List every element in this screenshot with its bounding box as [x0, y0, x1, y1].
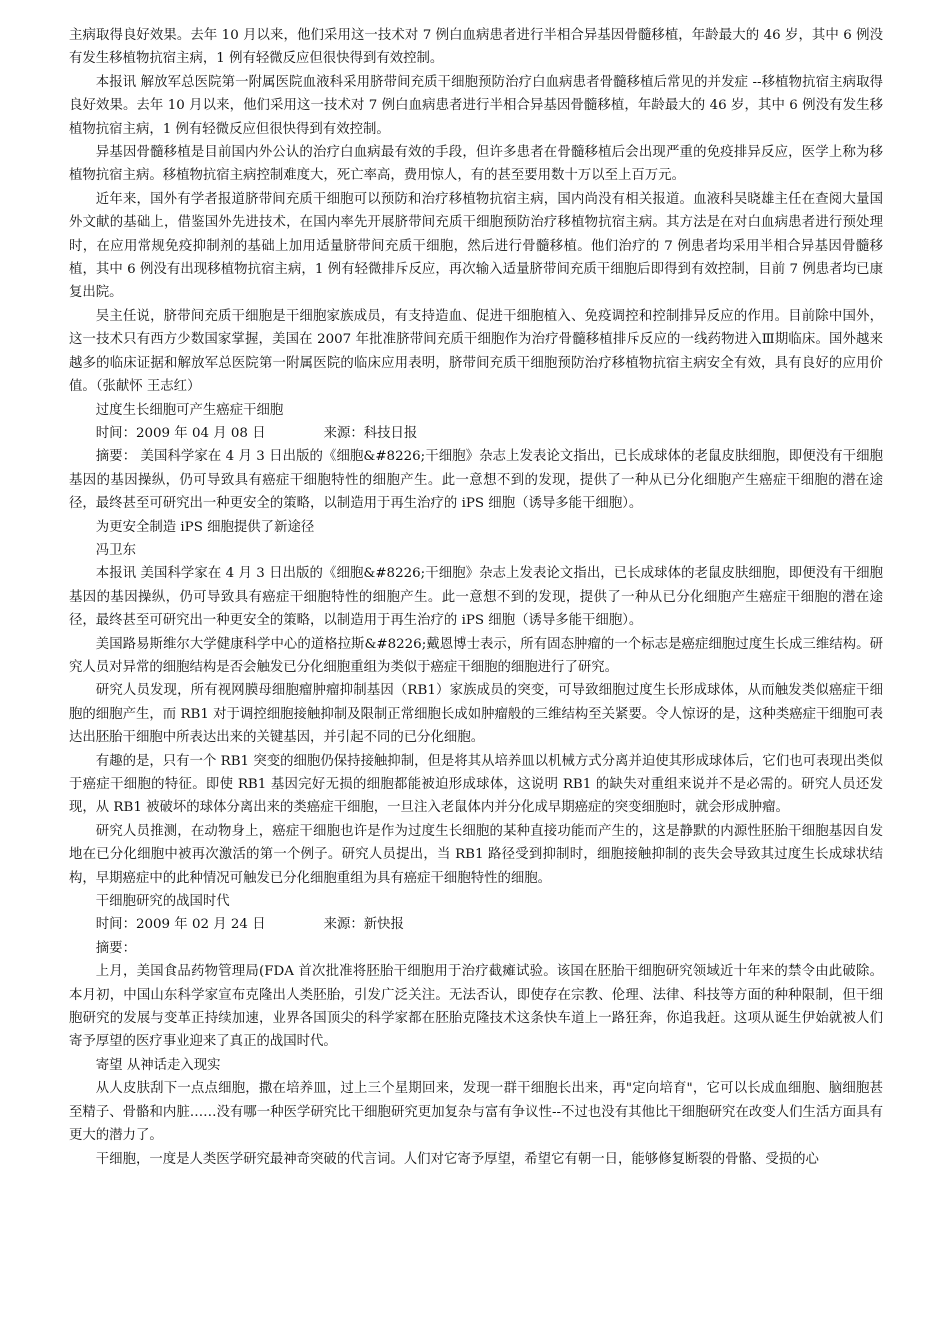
- subtitle-1: 为更安全制造 iPS 细胞提供了新途径: [95, 519, 315, 535]
- abstract-label-2: 摘要：: [95, 940, 136, 956]
- section-heading-1: 寄望 从神话走入现实: [95, 1057, 221, 1073]
- paragraph-7: 美国路易斯维尔大学健康科学中心的道格拉斯&#8226;戴恩博士表示，所有固态肿瘤的一个标志是癌症细胞过度生长成三维结构。研究人员对异常的细胞结构是否会触发已分化细胞重组为类似于癌症干细胞的细胞进行了研究。: [69, 636, 883, 675]
- paragraph-12: 从人皮肤刮下一点点细胞，撒在培养皿，过上三个星期回来，发现一群干细胞长出来，再"定向培育"，它可以长成血细胞、脑细胞甚至精子、骨骼和内脏……没有哪一种医学研究比干细胞研究更加复杂与富有争议性--不过也没有其他比干细胞研究在改变人们生活方面具有更大的潜力了。: [69, 1081, 883, 1144]
- paragraph-11: 上月，美国食品药物管理局(FDA 首次批准将胚胎干细胞用于治疗截瘫试验。该国在胚胎干细胞研究领域近十年来的禁令由此破除。本月初，中国山东科学家宣布克隆出人类胚胎，引发广泛关注。无法否认，即使存在宗教、伦理、法律、科技等方面的种种限制，但干细胞研究的发展与变革正持续加速，业界各国顶尖的科学家都在胚胎克隆技术这条快车道上一路狂奔，你追我赶。这项从诞生伊始就被人们寄予厚望的医疗事业迎来了真正的战国时代。: [69, 964, 883, 1050]
- paragraph-3: 异基因骨髓移植是目前国内外公认的治疗白血病最有效的手段，但许多患者在骨髓移植后会出现严重的免疫排异反应，医学上称为移植物抗宿主病。移植物抗宿主病控制难度大，死亡率高，费用惊人，有的甚至要用数十万以至上百万元。: [69, 145, 883, 184]
- document-body: [69, 24, 883, 1171]
- paragraph-2: 本报讯 解放军总医院第一附属医院血液科采用脐带间充质干细胞预防治疗白血病患者骨髓移植后常见的并发症 --移植物抗宿主病取得良好效果。去年 10 月以来，他们采用这一技术对 7 例白血病患者进行半相合异基因骨髓移植，年龄最大的 46 岁，其中 6 例没有发生移植物抗宿主病，1 例有轻微反应但很快得到有效控制。: [69, 74, 883, 137]
- paragraph-4: 近年来，国外有学者报道脐带间充质干细胞可以预防和治疗移植物抗宿主病，国内尚没有相关报道。血液科吴晓雄主任在查阅大量国外文献的基础上，借鉴国外先进技术，在国内率先开展脐带间充质干细胞预防治疗移植物抗宿主病。其方法是在对白血病患者进行预处理时，在应用常规免疫抑制剂的基础上加用适量脐带间充质干细胞，然后进行骨髓移植。他们治疗的 7 例患者均采用半相合异基因骨髓移植，其中 6 例没有出现移植物抗宿主病，1 例有轻微排斥反应，再次输入适量脐带间充质干细胞后即得到有效控制，目前 7 例患者均已康复出院。: [69, 191, 883, 301]
- paragraph-13: 干细胞，一度是人类医学研究最神奇突破的代言词。人们对它寄予厚望，希望它有朝一日，能够修复断裂的骨骼、受损的心: [95, 1151, 819, 1167]
- paragraph-5: 吴主任说，脐带间充质干细胞是干细胞家族成员，有支持造血、促进干细胞植入、免疫调控和控制排异反应的作用。目前除中国外，这一技术只有西方少数国家掌握，美国在 2007 年批准脐带间充质干细胞作为治疗骨髓移植排斥反应的一线药物进入Ⅲ期临床。国外越来越多的临床证据和解放军总医院第一附属医院的临床应用表明，脐带间充质干细胞预防治疗移植物抗宿主病安全有效，具有良好的应用价值。（张献怀 王志红）: [69, 308, 883, 395]
- paragraph-10: 研究人员推测，在动物身上，癌症干细胞也许是作为过度生长细胞的某种直接功能而产生的，这是静默的内源性胚胎干细胞基因自发地在已分化细胞中被再次激活的第一个例子。研究人员提出，当 RB1 路径受到抑制时，细胞接触抑制的丧失会导致其过度生长成球状结构，早期癌症中的此种情况可触发已分化细胞重组为具有癌症干细胞特性的细胞。: [69, 823, 883, 886]
- article-title-2: 干细胞研究的战国时代: [95, 894, 230, 910]
- article-date-1: 时间：2009 年 04 月 08 日: [95, 425, 266, 441]
- paragraph-9: 有趣的是，只有一个 RB1 突变的细胞仍保持接触抑制，但是将其从培养皿以机械方式分离并迫使其形成球体后，它们也可表现出类似于癌症干细胞的特征。即使 RB1 基因完好无损的细胞都能被迫形成球体，这说明 RB1 的缺失对重组来说并不是必需的。研究人员还发现，从 RB1 被破坏的球体分离出来的类癌症干细胞，一旦注入老鼠体内并分化成早期癌症的突变细胞时，就会形成肿瘤。: [69, 753, 883, 816]
- abstract-1: 摘要： 美国科学家在 4 月 3 日出版的《细胞&#8226;干细胞》杂志上发表论文指出，已长成球体的老鼠皮肤细胞，即便没有干细胞基因的基因操纵，仍可导致具有癌症干细胞特性的细胞产生。此一意想不到的发现，提供了一种从已分化细胞产生癌症干细胞的潜在途径，最终甚至可研究出一种更安全的策略，以制造用于再生治疗的 iPS 细胞（诱导多能干细胞）。: [69, 449, 883, 512]
- author-1: 冯卫东: [95, 542, 136, 558]
- paragraph-8: 研究人员发现，所有视网膜母细胞瘤肿瘤抑制基因（RB1）家族成员的突变，可导致细胞过度生长形成球体，从而触发类似癌症干细胞的细胞产生，而 RB1 对于调控细胞接触抑制及限制正常细胞长成如肿瘤般的三维结构至关紧要。令人惊讶的是，这种类癌症干细胞可表达出胚胎干细胞中所表达出来的关键基因，并引起不同的已分化细胞。: [69, 683, 883, 746]
- paragraph-6: 本报讯 美国科学家在 4 月 3 日出版的《细胞&#8226;干细胞》杂志上发表论文指出，已长成球体的老鼠皮肤细胞，即便没有干细胞基因的基因操纵，仍可导致具有癌症干细胞特性的细胞产生。此一意想不到的发现，提供了一种从已分化细胞产生癌症干细胞的潜在途径，最终甚至可研究出一种更安全的策略，以制造用于再生治疗的 iPS 细胞（诱导多能干细胞）。: [69, 566, 883, 629]
- article-meta-2: [69, 913, 883, 936]
- article-source-2: 来源：新快报: [323, 917, 404, 933]
- article-date-2: 时间：2009 年 02 月 24 日: [95, 917, 266, 933]
- article-title-1: 过度生长细胞可产生癌症干细胞: [95, 402, 284, 418]
- article-source-1: 来源：科技日报: [323, 425, 418, 441]
- article-meta-1: [69, 422, 883, 445]
- paragraph-1: 主病取得良好效果。去年 10 月以来，他们采用这一技术对 7 例白血病患者进行半相合异基因骨髓移植，年龄最大的 46 岁，其中 6 例没有发生移植物抗宿主病，1 例有轻微反应但很快得到有效控制。: [69, 28, 883, 67]
